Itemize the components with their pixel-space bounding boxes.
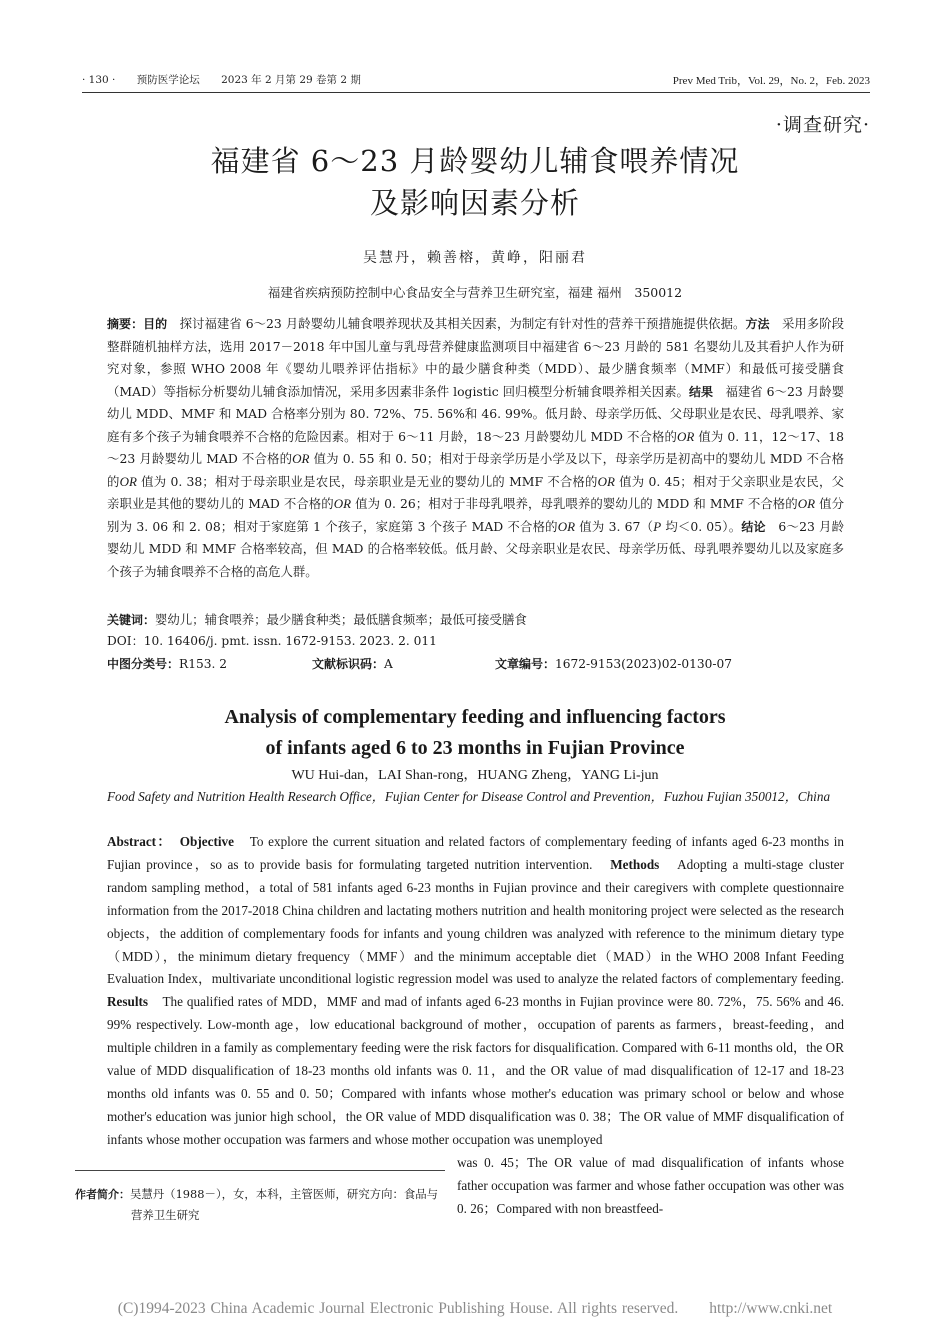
authors-cn: 吴慧丹，赖善榕，黄峥，阳丽君 bbox=[363, 250, 587, 266]
clc-value: R153. 2 bbox=[179, 657, 227, 671]
objective-en-text: To explore the current situation and related factors of complementary feeding of infants aged 6-23 months in Fujian province，so as to provide basis for formulating targeted nutrition intervention. bbox=[107, 834, 845, 872]
methods-label: 方法 bbox=[745, 317, 770, 331]
conclusion-text: 6～23 月龄婴幼儿 MDD 和 MMF 合格率较高，但 MAD 的合格率较低。低月龄、父母亲职业是农民、母亲学历低、母乳喂养婴幼儿以及家庭多个孩子为辅食喂养不合格的高危人群。 bbox=[107, 518, 844, 579]
keywords-text: 婴幼儿；辅食喂养；最少膳食种类；最低膳食频率；最低可接受膳食 bbox=[155, 612, 527, 627]
clc-number bbox=[107, 655, 227, 672]
clc-label: 中图分类号： bbox=[107, 657, 180, 671]
results-text-2: 值为 0. 11，12～17、18～23 月龄婴幼儿 MAD 不合格的 bbox=[107, 428, 844, 466]
results-text-7: 值分别为 3. 06 和 2. 08；相对于家庭第 1 个孩子，家庭第 3 个孩子 MAD 不合格的 bbox=[107, 496, 844, 534]
classification-line bbox=[107, 655, 844, 675]
running-header-left bbox=[82, 72, 379, 87]
title-en-line-1: Analysis of complementary feeding and influencing factors bbox=[224, 706, 726, 728]
or-symbol: OR bbox=[119, 473, 137, 489]
title-cn-line-1: 福建省 6～23 月龄婴幼儿辅食喂养情况 bbox=[210, 144, 740, 178]
article-label: 文章编号： bbox=[495, 657, 556, 671]
or-symbol: OR bbox=[676, 428, 695, 444]
results-text-9: 均＜0. 05）。 bbox=[661, 518, 742, 534]
keywords-label: 关键词： bbox=[107, 613, 156, 627]
affiliation-cn: 福建省疾病预防控制中心食品安全与营养卫生研究室，福建 福州 350012 bbox=[267, 285, 683, 300]
or-symbol: OR bbox=[557, 518, 576, 534]
results-label: 结果 bbox=[688, 384, 714, 399]
abstract-label: 摘要： bbox=[107, 317, 144, 331]
doc-label: 文献标识码： bbox=[312, 657, 385, 671]
results-en-text: The qualified rates of MDD，MMF and mad of infants aged 6-23 months in Fujian province were 80. 72%，75. 56% and 46. 99% respectively. Low-month age，low educational background of mother，occupation of parents as farmers，breast-feeding，and multiple children in a family as complementary feeding were the risk factors for disqualification. Compared with 6-11 months old，the OR value of MDD disqualification of 18-23 months old infants was 0. 11，and the OR value of mad disqualification of 12-17 and 18-23 months old infants was 0. 55 and 0. 50；Compared with infants whose mother's education was primary school or below and whose mother's education was junior high school，the OR value of MDD disqualification was 0. 38；The OR value of MMF disqualification of infants whose mother occupation was farmers and whose mother occupation was unemployed bbox=[107, 994, 844, 1147]
keywords bbox=[107, 609, 844, 632]
page-number: · 130 · bbox=[82, 74, 116, 86]
or-symbol: OR bbox=[292, 451, 310, 466]
or-symbol: OR bbox=[597, 473, 615, 489]
methods-text: 采用多阶段整群随机抽样方法，选用 2017－2018 年中国儿童与乳母营养健康监测项目中福建省 6～23 月龄的 581 名婴幼儿及其看护人作为研究对象，参照 WHO 2008 年《婴幼儿喂养评估指标》中的最少膳食种类（MDD）、最少膳食频率（MMF）和最低可接受膳食（MAD）等指标分析婴幼儿辅食添加情况，采用多因素非条件 logistic 回归模型分析辅食喂养相关因素。 bbox=[107, 316, 845, 399]
journal-name-cn: 预防医学论坛 bbox=[136, 74, 200, 86]
footnote-line-2: 营养卫生研究 bbox=[131, 1208, 200, 1222]
objective-en-label: Objective bbox=[179, 834, 234, 849]
conclusion-label: 结论 bbox=[741, 519, 766, 534]
article-title-en bbox=[80, 702, 870, 764]
footnote-label: 作者简介： bbox=[75, 1188, 130, 1201]
doi: DOI：10. 16406/j. pmt. issn. 1672-9153. 2023. 2. 011 bbox=[107, 634, 437, 648]
methods-en-label: Methods bbox=[610, 856, 660, 872]
results-text-8: 值为 3. 67（ bbox=[575, 518, 654, 534]
issue-info-cn: 2023 年 2 月第 29 卷第 2 期 bbox=[221, 74, 361, 86]
results-text-6: 值为 0. 26；相对于非母乳喂养，母乳喂养的婴幼儿的 MDD 和 MMF 不合格的 bbox=[351, 496, 798, 511]
authors-en: WU Hui-dan，LAI Shan-rong，HUANG Zheng，YANG Li-jun bbox=[291, 768, 659, 783]
section-tag: ·调查研究· bbox=[775, 114, 870, 136]
footnote-rule bbox=[75, 1170, 445, 1171]
results-text-3: 值为 0. 55 和 0. 50；相对于母亲学历是小学及以下，母亲学历是初高中的婴幼儿 MDD 不合格的 bbox=[107, 451, 844, 489]
or-symbol: OR bbox=[797, 496, 816, 511]
title-en-line-2: of infants aged 6 to 23 months in Fujian Province bbox=[265, 737, 685, 759]
running-header bbox=[82, 68, 870, 93]
doc-value: A bbox=[384, 657, 393, 671]
p-symbol: P bbox=[653, 518, 662, 534]
article-value: 1672-9153(2023)02-0130-07 bbox=[555, 657, 732, 671]
affiliation-en: Food Safety and Nutrition Health Research Office，Fujian Center for Disease Control and Prevention，Fuzhou Fujian 350012，China bbox=[107, 789, 831, 804]
footnote-line-1: 吴慧丹（1988－），女，本科，主管医师，研究方向：食品与 bbox=[130, 1187, 439, 1201]
article-title-cn bbox=[100, 140, 850, 224]
objective-text: 探讨福建省 6～23 月龄婴幼儿辅食喂养现状及其相关因素，为制定有针对性的营养干预措施提供依据。 bbox=[179, 316, 746, 331]
abstract-en bbox=[107, 831, 844, 1220]
abstract-cn bbox=[107, 313, 844, 583]
cnki-watermark: (C)1994-2023 China Academic Journal Electronic Publishing House. All rights reserved. http://www.cnki.net bbox=[117, 1300, 833, 1317]
objective-label: 目的 bbox=[143, 317, 168, 331]
methods-en-text: Adopting a multi-stage cluster random sampling method，a total of 581 infants aged 6-23 months in Fujian province and their caregivers with complete questionnaire information from the 2017-2018 China children and lactating mothers nutrition and health monitoring project were selected as the research objects，the addition of complementary foods for infants and young children was analyzed with reference to the minimum dietary type（MDD），the minimum dietary frequency（MMF）and the minimum acceptable diet（MAD）in the WHO 2008 Infant Feeding Evaluation Index，multivariate unconditional logistic regression model was used to analyze the related factors of complementary feeding. bbox=[107, 856, 845, 987]
title-cn-line-2: 及影响因素分析 bbox=[369, 186, 580, 220]
results-text-5: 值为 0. 45；相对于父亲职业是农民，父亲职业是其他的婴幼儿的 MAD 不合格的 bbox=[107, 473, 845, 511]
article-number bbox=[495, 655, 732, 672]
author-footnote bbox=[75, 1184, 445, 1225]
journal-citation-en: Prev Med Trib，Vol. 29，No. 2，Feb. 2023 bbox=[672, 75, 870, 87]
document-code bbox=[312, 655, 393, 672]
abstract-en-label: Abstract： bbox=[107, 834, 166, 849]
results-en-label: Results bbox=[107, 994, 149, 1010]
results-text-4: 值为 0. 38；相对于母亲职业是农民，母亲职业是无业的婴幼儿的 MMF 不合格的 bbox=[136, 473, 598, 489]
results-text-1: 福建省 6～23 月龄婴幼儿 MDD、MMF 和 MAD 合格率分别为 80. 72%、75. 56%和 46. 99%。低月龄、母亲学历低、父母职业是农民、母乳喂养、家庭有多个孩子为辅食喂养不合格的危险因素。相对于 6～11 月龄，18～23 月龄婴幼儿 MDD 不合格的 bbox=[107, 383, 844, 444]
abstract-en-continuation: was 0. 45；The OR value of mad disqualification of infants whose father occupation was farmer and whose father occupation was other was 0. 26；Compared with non breastfeed- bbox=[457, 1154, 844, 1216]
or-symbol: OR bbox=[333, 496, 352, 511]
